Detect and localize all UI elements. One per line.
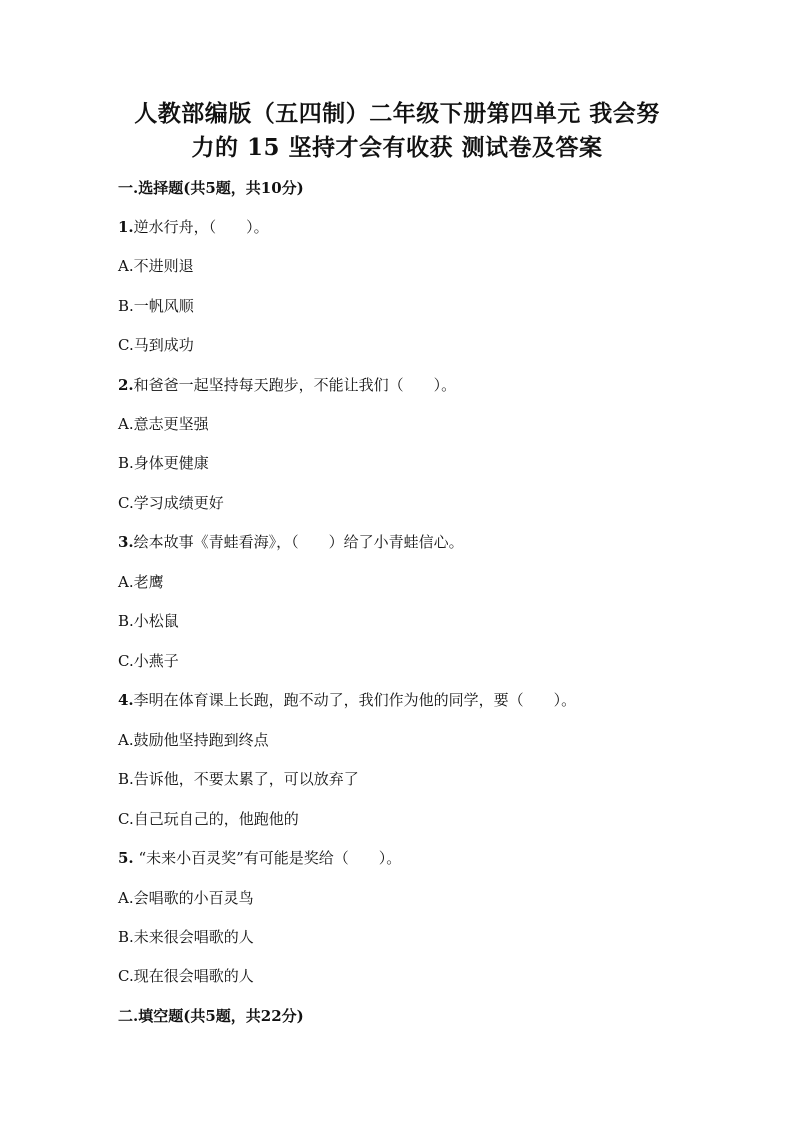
question-5 [118, 848, 401, 868]
option-1c: C.马到成功 [118, 336, 194, 354]
option-4b: B.告诉他，不要太累了，可以放弃了 [118, 770, 359, 788]
question-number: 4. [118, 691, 134, 709]
question-number: 5. [118, 849, 134, 867]
section-heading-choice: 一.选择题(共5题，共10分) [118, 179, 304, 197]
option-5a: A.会唱歌的小百灵鸟 [118, 889, 254, 907]
question-text: 逆水行舟，（ ）。 [133, 218, 269, 236]
section-heading-fill-in: 二.填空题(共5题，共22分) [118, 1007, 304, 1025]
question-1 [118, 217, 269, 237]
question-text: 李明在体育课上长跑，跑不动了，我们作为他的同学，要（ ）。 [133, 691, 577, 709]
option-3a: A.老鹰 [118, 573, 164, 591]
question-number: 1. [118, 218, 134, 236]
option-2a: A.意志更坚强 [118, 415, 209, 433]
option-3c: C.小燕子 [118, 652, 179, 670]
question-text: 和爸爸一起坚持每天跑步，不能让我们（ ）。 [133, 376, 457, 394]
question-number: 3. [118, 533, 134, 551]
option-2b: B.身体更健康 [118, 454, 209, 472]
question-4 [118, 690, 576, 710]
question-number: 2. [118, 376, 134, 394]
option-1a: A.不进则退 [118, 257, 194, 275]
question-text: 绘本故事《青蛙看海》，（ ）给了小青蛙信心。 [133, 533, 464, 551]
option-4a: A.鼓励他坚持跑到终点 [118, 731, 269, 749]
option-3b: B.小松鼠 [118, 612, 179, 630]
question-text: “未来小百灵奖”有可能是奖给（ ）。 [138, 849, 402, 867]
document-title-line-1: 人教部编版（五四制）二年级下册第四单元 我会努 [134, 100, 660, 127]
question-3 [118, 532, 464, 552]
question-2 [118, 375, 456, 395]
option-4c: C.自己玩自己的，他跑他的 [118, 810, 299, 828]
document-title-line-2: 力的 15 坚持才会有收获 测试卷及答案 [191, 134, 603, 161]
option-1b: B.一帆风顺 [118, 297, 194, 315]
option-5c: C.现在很会唱歌的人 [118, 967, 254, 985]
option-2c: C.学习成绩更好 [118, 494, 224, 512]
option-5b: B.未来很会唱歌的人 [118, 928, 254, 946]
